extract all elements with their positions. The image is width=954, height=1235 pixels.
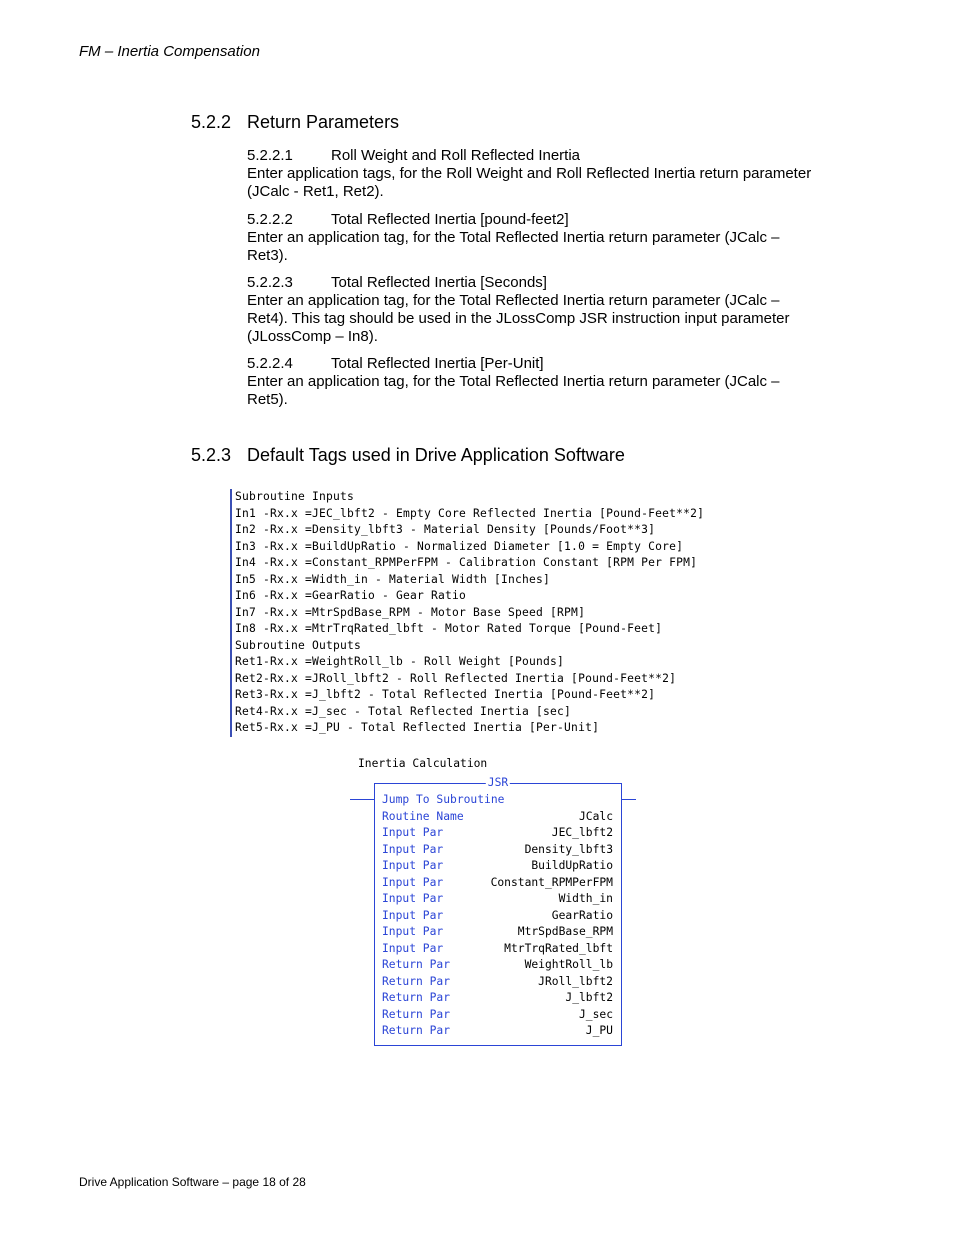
code-line: Ret2-Rx.x =JRoll_lbft2 - Roll Reflected Inertia [Pound-Feet**2] [235, 671, 677, 685]
rung-comment: Inertia Calculation [358, 757, 488, 770]
subsection-body: Enter an application tag, for the Total Reflected Inertia return parameter (JCalc – Ret4). This tag should be used in the JLossComp JSR instruction input parameter (JLossComp – In8). [247, 292, 790, 345]
code-line: In8 -Rx.x =MtrTrqRated_lbft - Motor Rated Torque [Pound-Feet] [235, 622, 663, 635]
jsr-parameter-type: Input Par [382, 859, 444, 872]
jsr-label: JSR [487, 776, 509, 789]
jsr-parameter-row[interactable] [382, 809, 613, 826]
code-line: In2 -Rx.x =Density_lbft3 - Material Density [Pounds/Foot**3] [235, 523, 656, 536]
jsr-parameter-type: Return Par [382, 1024, 451, 1037]
code-line: Ret1-Rx.x =WeightRoll_lb - Roll Weight [Pounds] [235, 655, 565, 668]
subsection-5-2-2-1 [247, 147, 817, 201]
jsr-parameter-value: GearRatio [551, 908, 613, 922]
rung-wire-left [350, 799, 374, 800]
subsection-body: Enter an application tag, for the Total Reflected Inertia return parameter (JCalc – Ret3). [247, 229, 780, 264]
code-line: Subroutine Inputs [235, 490, 355, 503]
jsr-parameter-type: Input Par [382, 925, 444, 938]
subsection-5-2-2-3 [247, 274, 817, 346]
code-line: In4 -Rx.x =Constant_RPMPerFPM - Calibration Constant [RPM Per FPM] [235, 556, 698, 569]
jsr-parameter-type: Input Par [382, 842, 444, 856]
jsr-parameter-row[interactable] [382, 908, 613, 925]
jsr-header: Jump To Subroutine [382, 793, 505, 806]
jsr-parameter-row[interactable] [382, 990, 613, 1007]
subsection-title: Total Reflected Inertia [pound-feet2] [331, 211, 569, 228]
jsr-parameter-row[interactable] [382, 974, 613, 991]
rung-wire-right [622, 799, 636, 800]
jsr-parameter-row[interactable] [382, 957, 613, 974]
jsr-parameter-type: Input Par [382, 908, 444, 922]
jsr-parameter-value: MtrTrqRated_lbft [504, 941, 613, 955]
subsection-body: Enter application tags, for the Roll Weight and Roll Reflected Inertia return parameter (JCalc - Ret1, Ret2). [247, 165, 812, 200]
jsr-parameter-type: Return Par [382, 991, 451, 1004]
jsr-parameter-type: Return Par [382, 958, 451, 971]
jsr-parameter-value: WeightRoll_lb [524, 958, 613, 971]
code-line: Ret3-Rx.x =J_lbft2 - Total Reflected Inertia [Pound-Feet**2] [235, 688, 656, 701]
subsection-title: Total Reflected Inertia [Seconds] [331, 274, 547, 291]
subsection-5-2-2-4 [247, 355, 817, 409]
subsection-5-2-2-2 [247, 211, 817, 265]
jsr-parameter-row[interactable] [382, 875, 613, 892]
jsr-parameter-row[interactable] [382, 1007, 613, 1024]
jsr-parameter-value: JCalc [578, 809, 613, 823]
section-number: 5.2.2 [191, 112, 232, 132]
subsection-number: 5.2.2.1 [247, 147, 293, 164]
subsection-title: Roll Weight and Roll Reflected Inertia [331, 147, 581, 164]
code-line: In5 -Rx.x =Width_in - Material Width [Inches] [235, 572, 551, 586]
subsection-title: Total Reflected Inertia [Per-Unit] [331, 355, 544, 372]
jsr-header-row [382, 792, 613, 809]
jsr-parameter-value: JRoll_lbft2 [538, 974, 613, 988]
section-title: Return Parameters [247, 112, 400, 132]
section-heading-5-2-3 [191, 445, 625, 466]
jsr-parameter-value: Density_lbft3 [524, 842, 613, 856]
jsr-parameter-row[interactable] [382, 842, 613, 859]
jsr-parameter-row[interactable] [382, 825, 613, 842]
jsr-parameter-type: Routine Name [382, 809, 464, 823]
jsr-parameter-type: Return Par [382, 1007, 451, 1021]
page-footer: Drive Application Software – page 18 of 28 [79, 1175, 306, 1189]
subsection-number: 5.2.2.3 [247, 274, 293, 291]
subsection-number: 5.2.2.2 [247, 211, 293, 228]
subsection-number: 5.2.2.4 [247, 355, 293, 372]
jsr-parameter-row[interactable] [382, 891, 613, 908]
section-heading-5-2-2 [191, 112, 399, 133]
jsr-instruction-block[interactable] [374, 776, 622, 1046]
jsr-parameter-value: JEC_lbft2 [551, 826, 613, 839]
jsr-parameter-value: Width_in [558, 892, 613, 905]
section-number: 5.2.3 [191, 445, 232, 465]
jsr-parameter-row[interactable] [382, 1023, 613, 1040]
jsr-parameter-value: J_PU [585, 1024, 613, 1037]
jsr-parameter-type: Input Par [382, 875, 444, 889]
jsr-parameter-type: Return Par [382, 974, 451, 988]
code-line: In1 -Rx.x =JEC_lbft2 - Empty Core Reflected Inertia [Pound-Feet**2] [235, 506, 705, 520]
subroutine-tag-listing [230, 489, 704, 737]
code-line: In3 -Rx.x =BuildUpRatio - Normalized Diameter [1.0 = Empty Core] [235, 539, 684, 553]
code-line: Ret4-Rx.x =J_sec - Total Reflected Inertia [sec] [235, 704, 572, 718]
jsr-parameter-type: Input Par [382, 826, 444, 839]
section-title: Default Tags used in Drive Application Software [247, 445, 625, 465]
jsr-parameter-row[interactable] [382, 858, 613, 875]
jsr-parameter-row[interactable] [382, 924, 613, 941]
code-line: In7 -Rx.x =MtrSpdBase_RPM - Motor Base Speed [RPM] [235, 605, 586, 619]
code-line: Subroutine Outputs [235, 638, 362, 652]
code-line: Ret5-Rx.x =J_PU - Total Reflected Inertia [Per-Unit] [235, 721, 600, 734]
jsr-parameter-value: Constant_RPMPerFPM [490, 875, 613, 889]
jsr-parameter-list [382, 792, 613, 1040]
jsr-parameter-value: MtrSpdBase_RPM [517, 925, 613, 938]
jsr-parameter-type: Input Par [382, 892, 444, 905]
running-header: FM – Inertia Compensation [79, 43, 260, 60]
code-line: In6 -Rx.x =GearRatio - Gear Ratio [235, 589, 467, 602]
jsr-parameter-value: J_lbft2 [565, 991, 613, 1004]
jsr-parameter-type: Input Par [382, 941, 444, 955]
jsr-parameter-value: J_sec [578, 1007, 613, 1021]
subsection-body: Enter an application tag, for the Total Reflected Inertia return parameter (JCalc – Ret5). [247, 373, 780, 408]
jsr-parameter-value: BuildUpRatio [531, 859, 613, 872]
jsr-parameter-row[interactable] [382, 941, 613, 958]
